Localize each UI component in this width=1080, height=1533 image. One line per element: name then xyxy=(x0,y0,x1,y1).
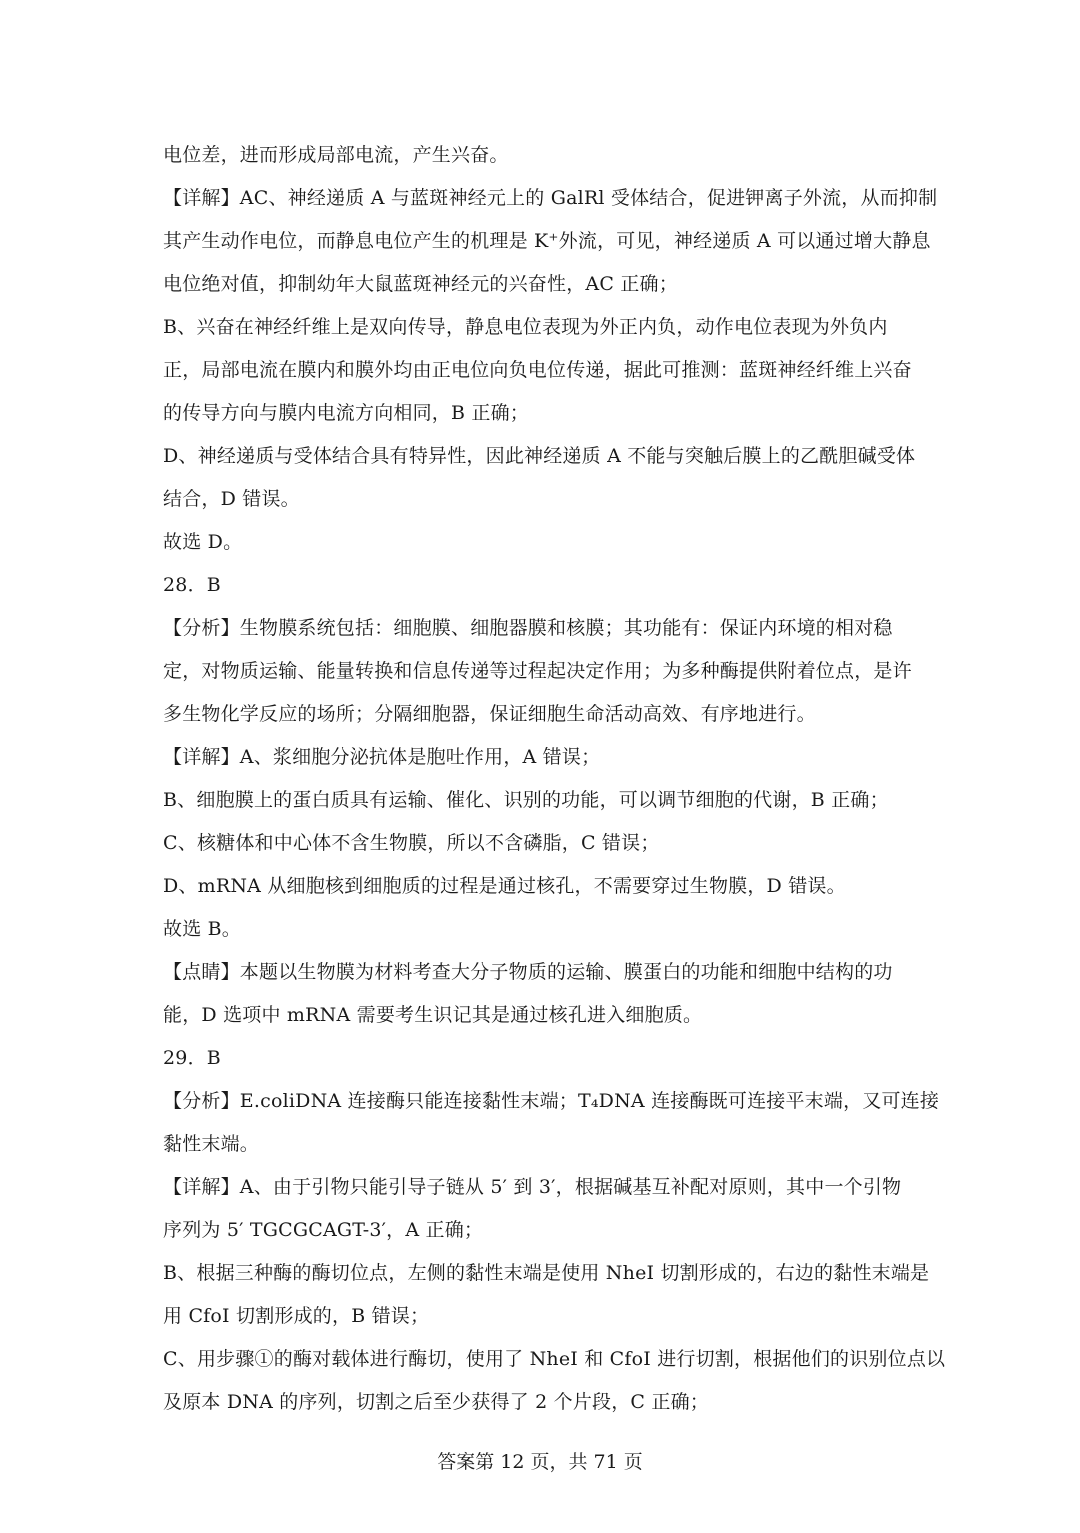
text-line: 其产生动作电位，而静息电位产生的机理是 K⁺外流，可见，神经递质 A 可以通过增大静息 xyxy=(163,230,931,252)
text-line: 电位差，进而形成局部电流，产生兴奋。 xyxy=(163,144,509,166)
text-line: 【分析】E.coliDNA 连接酶只能连接黏性末端；T₄DNA 连接酶既可连接平末端，又可连接 xyxy=(163,1090,940,1112)
text-line: 及原本 DNA 的序列，切割之后至少获得了 2 个片段，C 正确； xyxy=(163,1391,710,1413)
page-footer: 答案第 12 页，共 71 页 xyxy=(437,1451,643,1473)
text-line: 的传导方向与膜内电流方向相同，B 正确； xyxy=(163,402,530,424)
text-line: C、用步骤①的酶对载体进行酶切，使用了 NheI 和 CfoI 进行切割，根据他们的识别位点以 xyxy=(163,1348,946,1370)
text-line: 正，局部电流在膜内和膜外均由正电位向负电位传递，据此可推测：蓝斑神经纤维上兴奋 xyxy=(163,359,912,381)
text-line: 【点睛】本题以生物膜为材料考查大分子物质的运输、膜蛋白的功能和细胞中结构的功 xyxy=(163,961,893,983)
text-line: 多生物化学反应的场所；分隔细胞器，保证细胞生命活动高效、有序地进行。 xyxy=(163,703,816,725)
text-line: 故选 B。 xyxy=(163,918,242,940)
text-line: 【详解】AC、神经递质 A 与蓝斑神经元上的 GalRl 受体结合，促进钾离子外流，从而抑制 xyxy=(163,187,938,209)
text-line: C、核糖体和中心体不含生物膜，所以不含磷脂，C 错误； xyxy=(163,832,660,854)
text-line: 定，对物质运输、能量转换和信息传递等过程起决定作用；为多种酶提供附着位点，是许 xyxy=(163,660,912,682)
text-line: 电位绝对值，抑制幼年大鼠蓝斑神经元的兴奋性，AC 正确； xyxy=(163,273,678,295)
text-line: D、神经递质与受体结合具有特异性，因此神经递质 A 不能与突触后膜上的乙酰胆碱受体 xyxy=(163,445,916,467)
question-answer-heading: 29．B xyxy=(163,1047,221,1069)
text-line: 【详解】A、由于引物只能引导子链从 5′ 到 3′，根据碱基互补配对原则，其中一个引物 xyxy=(163,1176,902,1198)
text-line: 结合，D 错误。 xyxy=(163,488,300,510)
question-answer-heading: 28．B xyxy=(163,574,221,596)
text-line: B、细胞膜上的蛋白质具有运输、催化、识别的功能，可以调节细胞的代谢，B 正确； xyxy=(163,789,889,811)
page-body xyxy=(163,134,946,1424)
text-line: 序列为 5′ TGCGCAGT-3′，A 正确； xyxy=(163,1219,484,1241)
text-line: D、mRNA 从细胞核到细胞质的过程是通过核孔，不需要穿过生物膜，D 错误。 xyxy=(163,875,846,897)
text-line: 【详解】A、浆细胞分泌抗体是胞吐作用，A 错误； xyxy=(163,746,601,768)
text-line: B、兴奋在神经纤维上是双向传导，静息电位表现为外正内负，动作电位表现为外负内 xyxy=(163,316,888,338)
text-line: 用 CfoI 切割形成的，B 错误； xyxy=(163,1305,430,1327)
text-line: 故选 D。 xyxy=(163,531,243,553)
text-line: 黏性末端。 xyxy=(163,1133,260,1155)
text-line: 能，D 选项中 mRNA 需要考生识记其是通过核孔进入细胞质。 xyxy=(163,1004,703,1026)
text-line: B、根据三种酶的酶切位点，左侧的黏性末端是使用 NheI 切割形成的，右边的黏性末端是 xyxy=(163,1262,930,1284)
text-line: 【分析】生物膜系统包括：细胞膜、细胞器膜和核膜；其功能有：保证内环境的相对稳 xyxy=(163,617,893,639)
